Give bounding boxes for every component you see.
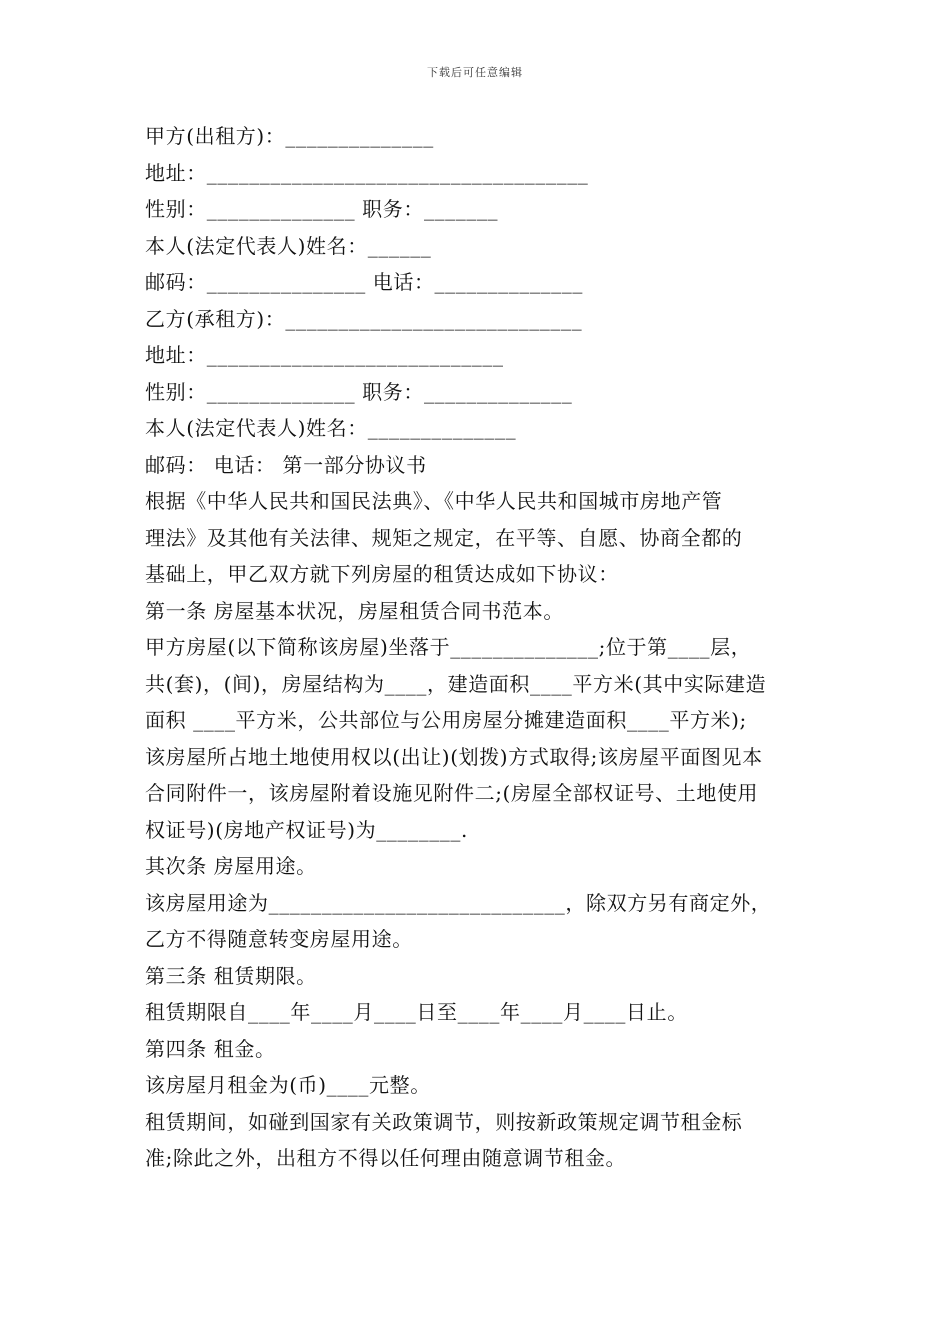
party-a-gender-position-line: 性别：______________ 职务：_______ (145, 197, 499, 221)
article-2-heading: 其次条 房屋用途。 (145, 854, 317, 878)
article-3-heading: 第三条 租赁期限。 (145, 963, 317, 988)
party-b-representative-line: 本人(法定代表人)姓名：______________ (145, 416, 517, 440)
article-4-line-1: 该房屋月租金为(币)____元整。 (145, 1073, 431, 1097)
article-1-line-3: 面积 ____平方米，公共部位与公用房屋分摊建造面积____平方米); (145, 708, 747, 732)
article-1-line-6: 权证号)(房地产权证号)为________. (145, 817, 468, 842)
party-b-label-line: 乙方(承租方)：____________________________ (145, 306, 583, 331)
article-1-line-5: 合同附件一，该房屋附着设施见附件二;(房屋全部权证号、土地使用 (145, 781, 759, 805)
party-b-postcode-phone-line: 邮码： 电话： 第一部分协议书 (145, 452, 427, 477)
party-a-label-line: 甲方(出租方)：______________ (145, 124, 434, 148)
party-a-representative-line: 本人(法定代表人)姓名：______ (145, 233, 432, 258)
article-4-heading: 第四条 租金。 (145, 1036, 276, 1061)
article-1-heading: 第一条 房屋基本状况，房屋租赁合同书范本。 (145, 598, 564, 623)
page-header-note: 下载后可任意编辑 (427, 66, 523, 79)
article-4-line-2: 租赁期间，如碰到国家有关政策调节，则按新政策规定调节租金标 (145, 1109, 743, 1134)
preamble-line-2: 理法》及其他有关法律、规矩之规定，在平等、自愿、协商全都的 (145, 525, 743, 550)
article-2-line-1: 该房屋用途为____________________________，除双方另有商定外， (145, 890, 772, 915)
article-4-line-3: 准;除此之外，出租方不得以任何理由随意调节租金。 (145, 1146, 627, 1170)
party-a-postcode-phone-line: 邮码：_______________ 电话：______________ (145, 270, 583, 294)
party-b-address-line: 地址：____________________________ (145, 343, 504, 367)
preamble-line-3: 基础上，甲乙双方就下列房屋的租赁达成如下协议： (145, 562, 619, 586)
article-2-line-2: 乙方不得随意转变房屋用途。 (145, 927, 413, 951)
article-1-line-4: 该房屋所占地土地使用权以(出让)(划拨)方式取得;该房屋平面图见本 (145, 744, 763, 769)
party-a-address-line: 地址：____________________________________ (145, 160, 589, 185)
party-b-gender-position-line: 性别：______________ 职务：______________ (145, 379, 573, 404)
article-1-line-1: 甲方房屋(以下简称该房屋)坐落于______________;位于第____层， (145, 635, 752, 659)
article-3-line-1: 租赁期限自____年____月____日至____年____月____日止。 (145, 1000, 688, 1024)
contract-body (145, 118, 825, 1177)
article-1-line-2: 共(套)，(间)，房屋结构为____，建造面积____平方米(其中实际建造 (145, 671, 767, 696)
preamble-line-1: 根据《中华人民共和国民法典》、《中华人民共和国城市房地产管 (145, 489, 723, 513)
